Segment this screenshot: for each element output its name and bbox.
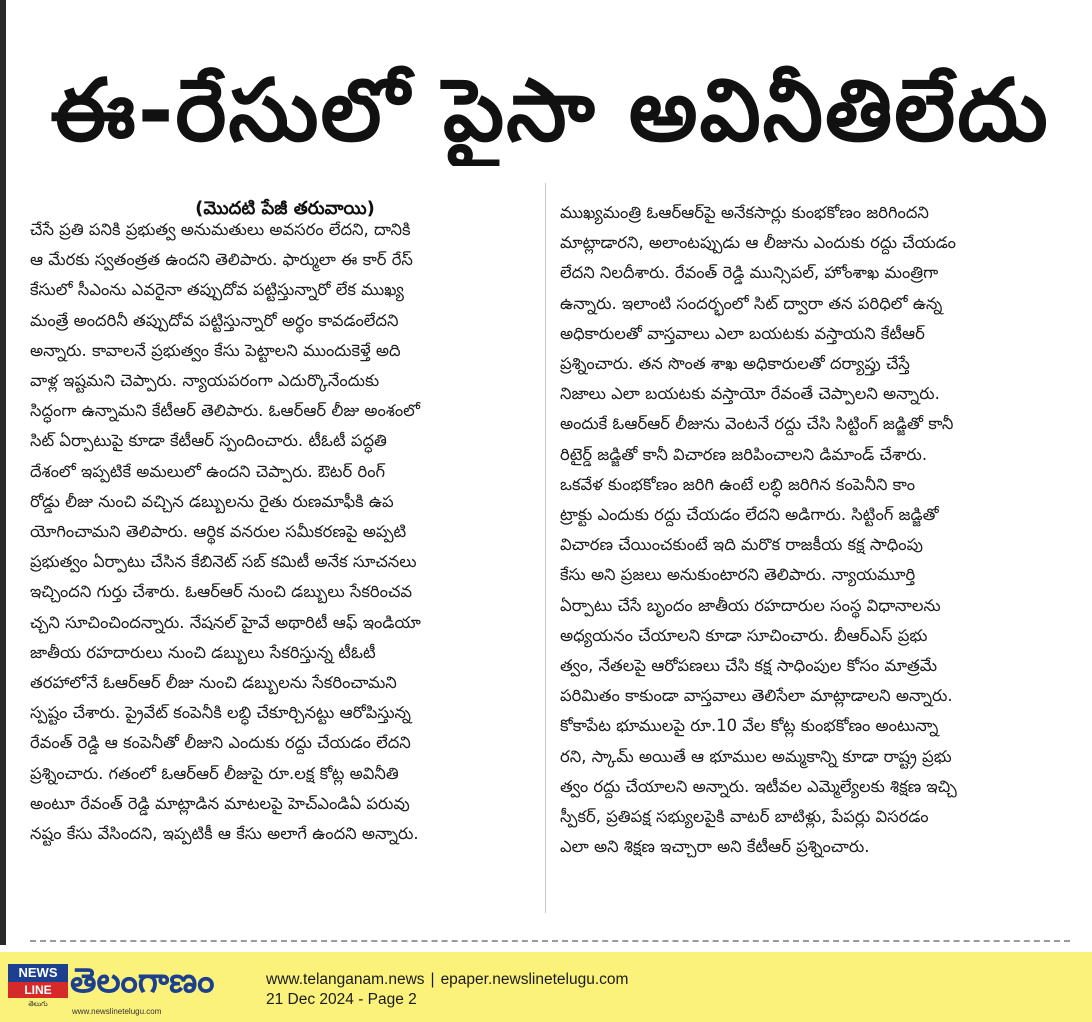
text-line: త్వం రద్దు చేయాలని అన్నారు. ఇటీవల ఎమ్మెల్యేలకు శిక్షణ ఇచ్చి bbox=[560, 776, 957, 796]
text-line: నిజాలు ఎలా బయటకు వస్తాయో రేవంతే చెప్పాలని అన్నారు. bbox=[560, 384, 940, 404]
text-line: స్పష్టం చేశారు. ప్రైవేట్ కంపెనీకి లబ్ధి చేకూర్చినట్టు ఆరోపిస్తున్న bbox=[30, 703, 411, 723]
page-edge-rule bbox=[0, 0, 6, 945]
text-line: లేదని నిలదీశారు. రేవంత్ రెడ్డి మున్సిపల్, హోంశాఖ మంత్రిగా bbox=[560, 263, 939, 283]
text-line: రిటైర్డ్ జడ్జితో కానీ విచారణ జరిపించాలని డిమాండ్ చేశారు. bbox=[560, 444, 928, 464]
text-line: వాళ్ల ఇష్టమని చెప్పారు. న్యాయపరంగా ఎదుర్కొనేందుకు bbox=[30, 371, 380, 391]
newsline-logo[interactable] bbox=[8, 964, 68, 1008]
masthead-logo[interactable]: తెలంగాణం bbox=[70, 961, 215, 1001]
text-line: అందుకే ఓఆర్ఆర్ లీజును వెంటనే రద్దు చేసి సిట్టింగ్ జడ్జితో కానీ bbox=[560, 414, 954, 434]
logo-tagline: తెలుగు bbox=[28, 1000, 48, 1008]
text-line: అన్నారు. కావాలనే ప్రభుత్వం కేసు పెట్టాలని ముందుకెళ్తే అది bbox=[30, 340, 401, 360]
article-headline: ఈ-రేసులో పైసా అవినీతిలేదు bbox=[50, 61, 1050, 161]
text-line: నష్టం కేసు వేసిందని, ఇప్పటికీ ఆ కేసు అలాగే ఉందని అన్నారు. bbox=[30, 824, 419, 844]
date-page-label: 21 Dec 2024 - Page 2 bbox=[266, 991, 417, 1008]
text-line: ఆ మేరకు స్వతంత్రత ఉందని తెలిపారు. ఫార్ములా ఈ కార్ రేస్ bbox=[30, 250, 413, 270]
footer-links bbox=[266, 970, 628, 990]
footer-dashed-rule bbox=[30, 940, 1070, 942]
text-line: రోడ్డు లీజు నుంచి వచ్చిన డబ్బులను రైతు రుణమాఫీకి ఉప bbox=[30, 491, 394, 511]
text-line: రేవంత్ రెడ్డి ఆ కంపెనీతో లీజుని ఎందుకు రద్దు చేయడం లేదని bbox=[30, 733, 411, 753]
site-link[interactable]: www.telanganam.news bbox=[266, 971, 425, 988]
text-line: ముఖ్యమంత్రి ఓఆర్ఆర్‌పై అనేకసార్లు కుంభకోణం జరిగిందని bbox=[560, 203, 929, 222]
text-line: చ్చని సూచించిందన్నారు. నేషనల్ హైవే అథారిటీ ఆఫ్ ఇండియా bbox=[30, 612, 421, 632]
text-line: ప్రభుత్వం ఏర్పాటు చేసిన కేబినెట్ సబ్ కమిటీ అనేక సూచనలు bbox=[30, 552, 417, 572]
continuation-label: (మొదటి పేజీ తరువాయి) bbox=[195, 198, 375, 219]
masthead-site: www.newslinetelugu.com bbox=[72, 1007, 162, 1016]
text-line: సిద్ధంగా ఉన్నామని కేటీఆర్ తెలిపారు. ఓఆర్ఆర్ లీజు అంశంలో bbox=[30, 401, 421, 421]
text-line: మాట్లాడారని, అలాంటప్పుడు ఆ లీజును ఎందుకు రద్దు చేయడం bbox=[560, 233, 956, 253]
text-line: ఇచ్చిందని గుర్తు చేశారు. ఓఆర్ఆర్ నుంచి డబ్బులు సేకరించవ bbox=[30, 582, 413, 602]
text-line: మంత్రే అందరినీ తప్పుదోవ పట్టిస్తున్నారో అర్థం కావడంలేదని bbox=[30, 310, 399, 330]
text-line: చేసే ప్రతి పనికి ప్రభుత్వ అనుమతులు అవసరం లేదని, దానికి bbox=[30, 220, 411, 239]
text-line: కేసు అని ప్రజలు అనుకుంటారని తెలిపారు. న్యాయమూర్తి bbox=[560, 565, 916, 585]
text-line: జాతీయ రహదారులు నుంచి డబ్బులు సేకరిస్తున్న టీఓటీ bbox=[30, 642, 376, 662]
text-line: విచారణ చేయించకుంటే ఇది మరొక రాజకీయ కక్ష సాధింపు bbox=[560, 535, 923, 555]
article-column-left bbox=[30, 215, 538, 849]
column-divider bbox=[545, 183, 546, 913]
epaper-link[interactable]: epaper.newslinetelugu.com bbox=[440, 971, 629, 988]
text-line: స్పీకర్, ప్రతిపక్ష సభ్యులపైకి వాటర్ బాటిళ్లు, పేపర్లు విసరడం bbox=[560, 807, 929, 827]
text-line: తరహాలోనే ఓఆర్ఆర్ లీజు నుంచి డబ్బులను సేకరించామని bbox=[30, 673, 397, 693]
link-separator: | bbox=[430, 971, 435, 988]
text-line: ట్రాక్టు ఎందుకు రద్దు చేయడం లేదని అడిగారు. సిట్టింగ్ జడ్జితో bbox=[560, 505, 939, 525]
text-line: ఏర్పాటు చేసే బృందం జాతీయ రహదారుల సంస్థ విధానాలను bbox=[560, 595, 941, 615]
footer-bar bbox=[0, 952, 1092, 1022]
text-line: పరిమితం కాకుండా వాస్తవాలు తెలిసేలా మాట్లాడాలని అన్నారు. bbox=[560, 686, 953, 706]
text-line: ఉన్నారు. ఇలాంటి సందర్భంలో సిట్ ద్వారా తన పరిధిలో ఉన్న bbox=[560, 293, 943, 313]
text-line: ప్రశ్నించారు. గతంలో ఓఆర్ఆర్ లీజుపై రూ.లక్ష కోట్ల అవినీతి bbox=[30, 763, 399, 783]
text-line: యోగించామని తెలిపారు. ఆర్థిక వనరుల సమీకరణపై అప్పటి bbox=[30, 522, 407, 542]
text-line: అంటూ రేవంత్ రెడ్డి మాట్లాడిన మాటలపై హెచ్ఎండిఏ పరువు bbox=[30, 793, 410, 813]
logo-text-bottom: LINE bbox=[8, 982, 68, 998]
text-line: అధికారులతో వాస్తవాలు ఎలా బయటకు వస్తాయని కేటీఆర్ bbox=[560, 323, 925, 343]
text-line: సిట్ ఏర్పాటుపై కూడా కేటీఆర్ స్పందించారు. టీఓటీ పద్ధతి bbox=[30, 431, 387, 451]
text-line: రని, స్కామ్ అయితే ఆ భూముల అమ్మకాన్ని కూడా రాష్ట్ర ప్రభు bbox=[560, 746, 952, 766]
text-line: ఒకవేళ కుంభకోణం జరిగి ఉంటే లబ్ధి జరిగిన కంపెనీని కాం bbox=[560, 474, 916, 494]
text-line: ఎలా అని శిక్షణ ఇచ్చారా అని కేటీఆర్ ప్రశ్నించారు. bbox=[560, 837, 870, 857]
article-column-right bbox=[560, 198, 1060, 862]
text-line: కోకాపేట భూములపై రూ.10 వేల కోట్ల కుంభకోణం అంటున్నా bbox=[560, 716, 939, 736]
text-line: అధ్యయనం చేయాలని కూడా సూచించారు. బీఆర్ఎస్ ప్రభు bbox=[560, 625, 928, 645]
text-line: త్వం, నేతలపై ఆరోపణలు చేసి కక్ష సాధింపుల కోసం మాత్రమే bbox=[560, 656, 938, 676]
text-line: దేశంలో ఇప్పటికే అమలులో ఉందని చెప్పారు. ఔటర్ రింగ్ bbox=[30, 461, 386, 481]
text-line: కేసులో సీఎంను ఎవరైనా తప్పుదోవ పట్టిస్తున్నారో లేక ముఖ్య bbox=[30, 280, 404, 300]
text-line: ప్రశ్నించారు. తన సొంత శాఖ అధికారులతో దర్యాప్తు చేస్తే bbox=[560, 354, 910, 374]
logo-text-top: NEWS bbox=[8, 964, 68, 982]
